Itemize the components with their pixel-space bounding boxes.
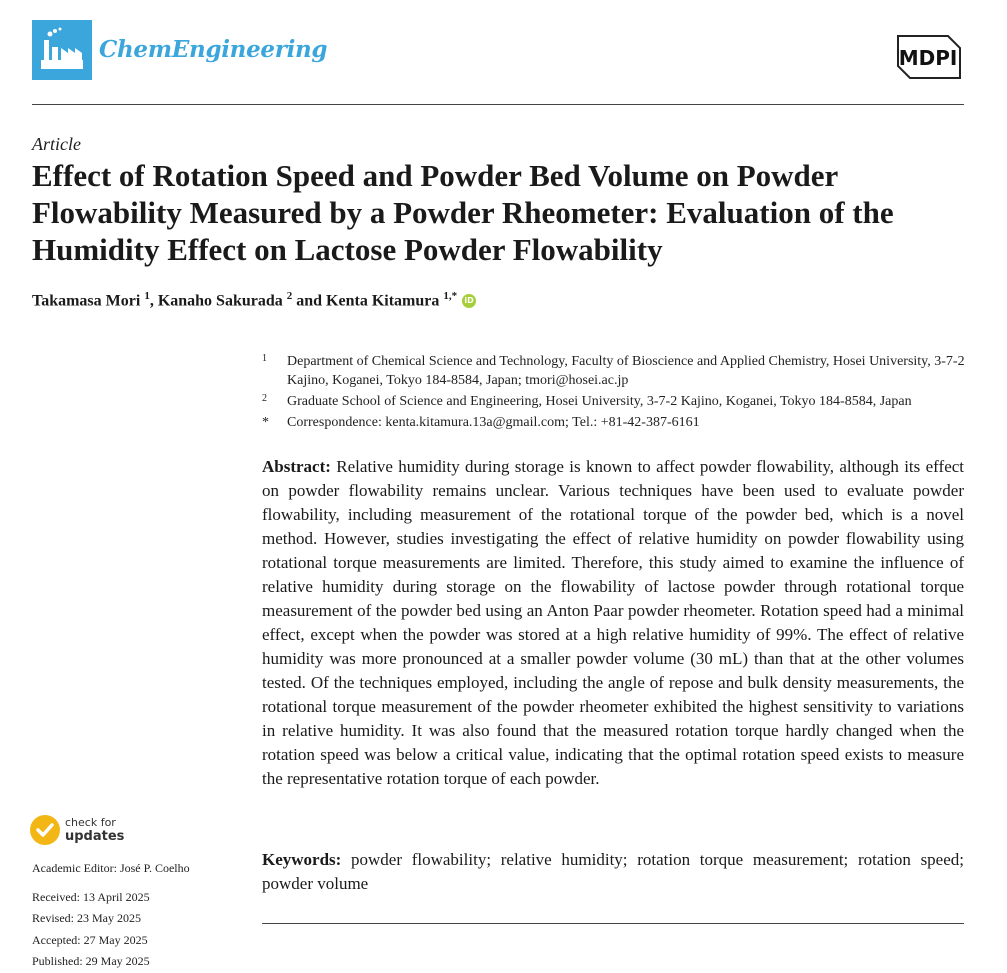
orcid-icon[interactable]: iD xyxy=(462,294,476,308)
correspondence-item xyxy=(262,413,972,432)
accepted-date: Accepted: 27 May 2025 xyxy=(32,932,148,947)
checkmark-icon xyxy=(30,815,60,845)
affiliation-text: Graduate School of Science and Engineering, Hosei University, 3-7-2 Kajino, Koganei, Tokyo 184-8584, Japan xyxy=(287,394,912,409)
affiliation-item xyxy=(262,392,972,411)
affiliation-text: Department of Chemical Science and Technology, Faculty of Bioscience and Applied Chemistry, Hosei University, 3-7-2 Kajino, Koganei, Tokyo 184-8584, Japan; tmori@hosei.ac.jp xyxy=(287,354,965,388)
author-name[interactable]: Takamasa Mori xyxy=(32,292,141,310)
affiliation-mark: 2 xyxy=(262,393,267,404)
journal-header xyxy=(32,20,964,106)
affiliation-item xyxy=(262,352,972,390)
factory-icon xyxy=(32,20,92,80)
affiliation-mark: 1 xyxy=(262,353,267,364)
publisher-name: MDPI xyxy=(898,46,958,70)
received-date: Received: 13 April 2025 xyxy=(32,889,150,904)
published-date: Published: 29 May 2025 xyxy=(32,954,150,968)
affiliations xyxy=(262,352,972,434)
mdpi-logo xyxy=(886,32,964,82)
check-updates-line1: check for xyxy=(65,816,116,829)
abstract-label: Abstract: xyxy=(262,457,331,476)
content-divider xyxy=(262,923,964,924)
correspondence-text: Correspondence: kenta.kitamura.13a@gmail.com; Tel.: +81-42-387-6161 xyxy=(287,415,700,430)
journal-name: ChemEngineering xyxy=(99,36,328,63)
check-updates-text xyxy=(65,816,124,844)
affiliation-mark: * xyxy=(262,415,269,430)
keywords-label: Keywords: xyxy=(262,850,342,869)
keywords-text: powder flowability; relative humidity; rotation torque measurement; rotation speed; powder volume xyxy=(262,850,964,893)
revised-date: Revised: 23 May 2025 xyxy=(32,911,141,925)
author-separator: and xyxy=(292,292,327,310)
article-metadata-sidebar xyxy=(32,858,252,973)
keywords xyxy=(262,848,964,896)
academic-editor: Academic Editor: José P. Coelho xyxy=(32,861,190,875)
author-list xyxy=(32,290,476,310)
author-affiliation-mark: 1 xyxy=(144,290,150,302)
article-type: Article xyxy=(32,134,81,154)
author-separator: , xyxy=(149,292,158,310)
header-divider xyxy=(32,104,964,105)
abstract xyxy=(262,455,964,791)
author-name[interactable]: Kenta Kitamura xyxy=(326,292,440,310)
author-affiliation-mark: 1,* xyxy=(443,290,458,302)
check-for-updates-badge[interactable] xyxy=(30,815,140,849)
author-affiliation-mark: 2 xyxy=(286,290,293,302)
check-updates-line2: updates xyxy=(65,829,125,844)
abstract-text: Relative humidity during storage is known to affect powder flowability, although its effect on powder flowability remains unclear. Various techniques have been used to evaluate powder flowability, including measurement of the rotational torque of the powder bed, which is a novel method. However, studies investigating the effect of relative humidity on powder flowability using rotational torque measurements are limited. Therefore, this study aimed to examine the influence of relative humidity during storage on the flowability of lactose powder through rotational torque measurement of the powder bed using an Anton Paar powder rheometer. Rotation speed had a minimal effect, except when the powder was stored at a high relative humidity of 99%. The effect of relative humidity was more pronounced at a smaller powder volume (30 mL) than that at the other volumes tested. Of the techniques employed, including the angle of repose and bulk density measurements, the rotational torque measurement of the powder rheometer exhibited the highest sensitivity to variations in relative humidity. It was also found that the measured rotation torque hardly changed when the rotation speed was below a critical value, indicating that the optimal rotation speed exists to measure the representative rotation torque of each powder. xyxy=(262,457,965,788)
author-name[interactable]: Kanaho Sakurada xyxy=(157,292,283,310)
article-title: Effect of Rotation Speed and Powder Bed Volume on Powder Flowability Measured by a Powder Rheometer: Evaluation of the Humidity Effect on Lactose Powder Flowability xyxy=(32,158,894,267)
